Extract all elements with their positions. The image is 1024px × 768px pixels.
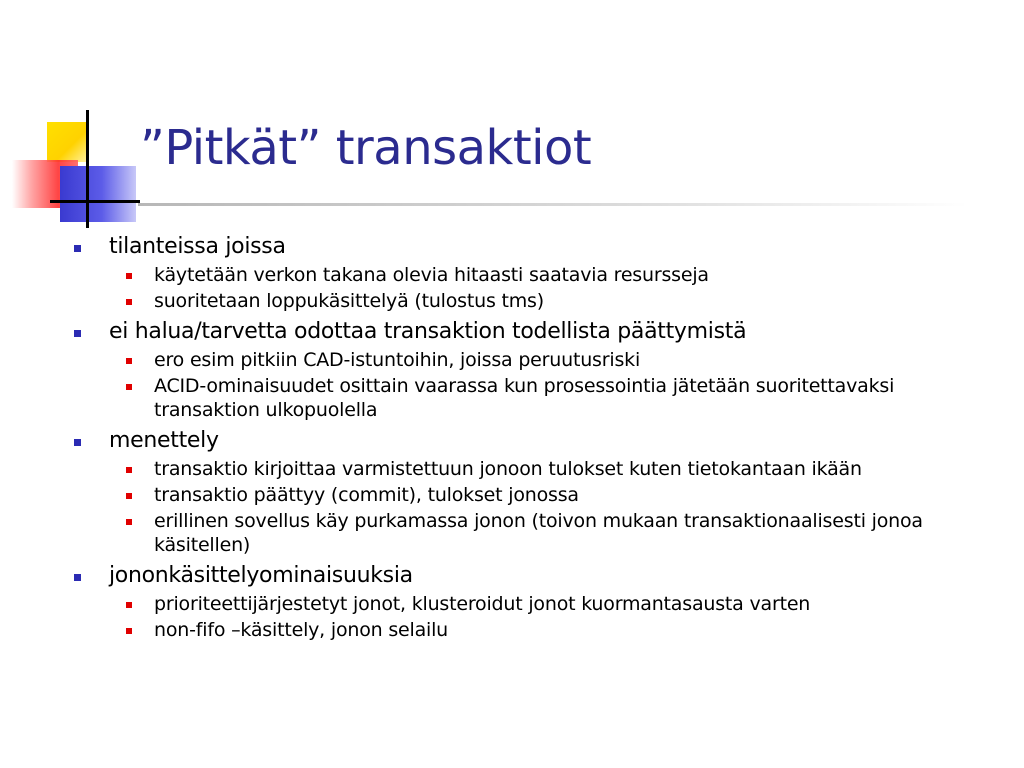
sub-bullet-item: [70, 509, 990, 557]
logo-vertical-line: [86, 110, 89, 228]
square-bullet-icon: [74, 330, 81, 337]
sub-bullet-item: [70, 592, 990, 616]
bullet-item: [70, 427, 990, 455]
bullet-text: ei halua/tarvetta odottaa transaktion todellista päättymistä: [109, 319, 747, 344]
bullet-text: menettely: [109, 428, 219, 453]
square-bullet-icon: [126, 519, 132, 525]
bullet-item: [70, 233, 990, 261]
sub-bullet-text: transaktio päättyy (commit), tulokset jonossa: [154, 484, 579, 506]
sub-bullet-item: [70, 618, 990, 642]
square-bullet-icon: [126, 299, 132, 305]
sub-bullet-text: ACID-ominaisuudet osittain vaarassa kun prosessointia jätetään suoritettavaksi transaktion ulkopuolella: [154, 375, 895, 421]
sub-bullet-text: käytetään verkon takana olevia hitaasti saatavia resursseja: [154, 264, 709, 286]
sub-bullet-text: erillinen sovellus käy purkamassa jonon (toivon mukaan transaktionaalisesti jonoa käsitellen): [154, 510, 923, 556]
square-bullet-icon: [126, 493, 132, 499]
logo-yellow-square: [47, 122, 87, 162]
square-bullet-icon: [126, 628, 132, 634]
sub-bullet-text: prioriteettijärjestetyt jonot, klusteroidut jonot kuormantasausta varten: [154, 593, 811, 615]
sub-bullet-item: [70, 289, 990, 313]
sub-bullet-text: non-fifo –käsittely, jonon selailu: [154, 619, 449, 641]
square-bullet-icon: [126, 358, 132, 364]
bullet-item: [70, 562, 990, 590]
square-bullet-icon: [126, 467, 132, 473]
bullet-text: jononkäsittelyominaisuuksia: [109, 563, 413, 588]
sub-bullet-text: suoritetaan loppukäsittelyä (tulostus tms): [154, 290, 544, 312]
bullet-list: [70, 233, 990, 642]
logo-blue-square: [60, 166, 136, 222]
bullet-text: tilanteissa joissa: [109, 234, 286, 259]
logo-horizontal-line: [50, 200, 140, 203]
sub-bullet-item: [70, 374, 990, 422]
title-underline: [138, 203, 968, 206]
square-bullet-icon: [74, 245, 81, 252]
sub-bullet-item: [70, 348, 990, 372]
sub-bullet-item: [70, 457, 990, 481]
square-bullet-icon: [74, 574, 81, 581]
bullet-item: [70, 318, 990, 346]
sub-bullet-item: [70, 263, 990, 287]
sub-bullet-text: ero esim pitkiin CAD-istuntoihin, joissa peruutusriski: [154, 349, 641, 371]
square-bullet-icon: [74, 439, 81, 446]
slide-title: ”Pitkät” transaktiot: [140, 120, 592, 176]
slide-logo-decoration: [0, 0, 150, 240]
square-bullet-icon: [126, 273, 132, 279]
square-bullet-icon: [126, 602, 132, 608]
square-bullet-icon: [126, 384, 132, 390]
sub-bullet-item: [70, 483, 990, 507]
sub-bullet-text: transaktio kirjoittaa varmistettuun jonoon tulokset kuten tietokantaan ikään: [154, 458, 862, 480]
